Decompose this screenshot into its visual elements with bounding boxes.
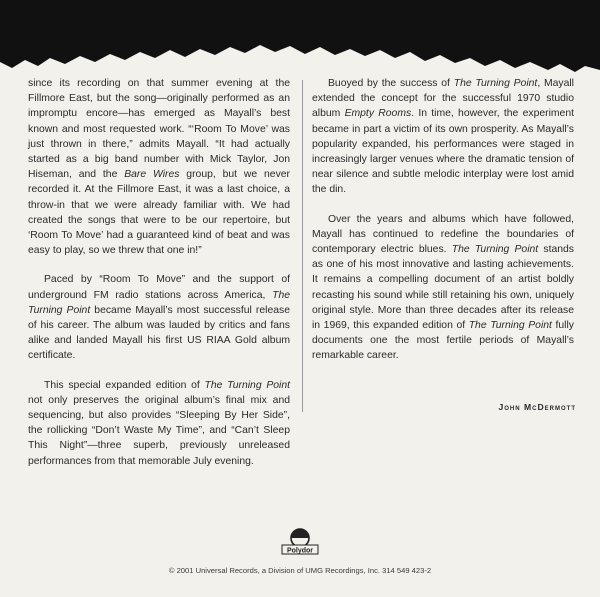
right-p2-text: Over the years and albums which have followed, Mayall has continued to redefine the boundaries of contemporary electric blues. [312,213,574,256]
right-paragraph-2 [312,212,574,364]
author-credit: John McDermott [498,402,576,412]
left-text-column [28,76,290,483]
left-p2-text: Paced by “Room To Move” and the support of underground FM radio stations across America, [28,274,290,301]
column-divider [302,80,303,412]
left-p1-italic: Bare Wires [124,169,180,181]
left-paragraph-3 [28,378,290,469]
right-p1-text-end: . In time, however, the experiment became in part a victim of its own prosperity. As Mayall’s popularity expanded, his performances were staged in increasingly larger venues where the dramatic tension of near silence and subtle melodic interplay were lost amid the din. [312,108,574,196]
left-p1-text-cont: group, but we never recorded it. At the Fillmore East, it was a last choice, a throw-in that we were already familiar with. We had created the songs that were to be our repertoire, but ‘Room To Move’ had a guaranteed kind of beat and was easy to play, so we threw that one in!” [28,169,291,257]
left-p3-text-cont: not only preserves the original album’s final mix and sequencing, but also provides “Sleeping By Her Side”, the rollicking “Don’t Waste My Time”, and “Can’t Sleep This Night”—three superb, previously unreleased performances from that memorable July evening. [28,394,290,467]
right-p2-italic-1: The Turning Point [451,244,539,256]
polydor-logo-icon [280,528,320,556]
left-p3-text: This special expanded edition of [44,379,205,391]
left-p1-text: since its recording on that summer evening at the Fillmore East, but the song—originally performed as an impromptu encore—has emerged as Mayall’s best known and most requested work. “‘Room To Move’ was just thrown in there,” admits Mayall. “It had actually started as a big band number with Mick Taylor, Jon Hiseman, and the [28,78,290,181]
right-p2-text-cont: stands as one of his most innovative and lasting achievements. It remains a compelling document of an artist boldly recasting his sound while still retaining his own, uniquely original style. More than three decades after its release in 1969, this expanded edition of [312,244,574,332]
right-p2-text-end: fully documents one the most fertile periods of Mayall’s remarkable career. [312,320,574,362]
right-p1-italic-1: The Turning Point [453,78,538,89]
right-p1-text-cont: , Mayall extended the concept for the successful 1970 studio album [312,78,574,120]
right-p1-text: Buoyed by the success of [328,78,454,89]
left-p3-italic: The Turning Point [204,379,291,391]
left-p2-italic: The Turning Point [28,289,290,316]
right-paragraph-1 [312,76,574,198]
left-paragraph-1 [28,76,290,258]
right-p1-italic-2: Empty Rooms [344,108,412,120]
right-p2-italic-2: The Turning Point [468,320,552,332]
left-p2-text-cont: became Mayall’s most successful release of his career. The album was lauded by critics and fans alike and landed Mayall his first US RIAA Gold album certificate. [28,304,290,362]
copyright-footer: © 2001 Universal Records, a Division of UMG Recordings, Inc. 314 549 423-2 [168,566,432,575]
right-text-column [312,76,574,378]
polydor-logo-text: Polydor [286,547,314,555]
left-paragraph-2 [28,272,290,363]
